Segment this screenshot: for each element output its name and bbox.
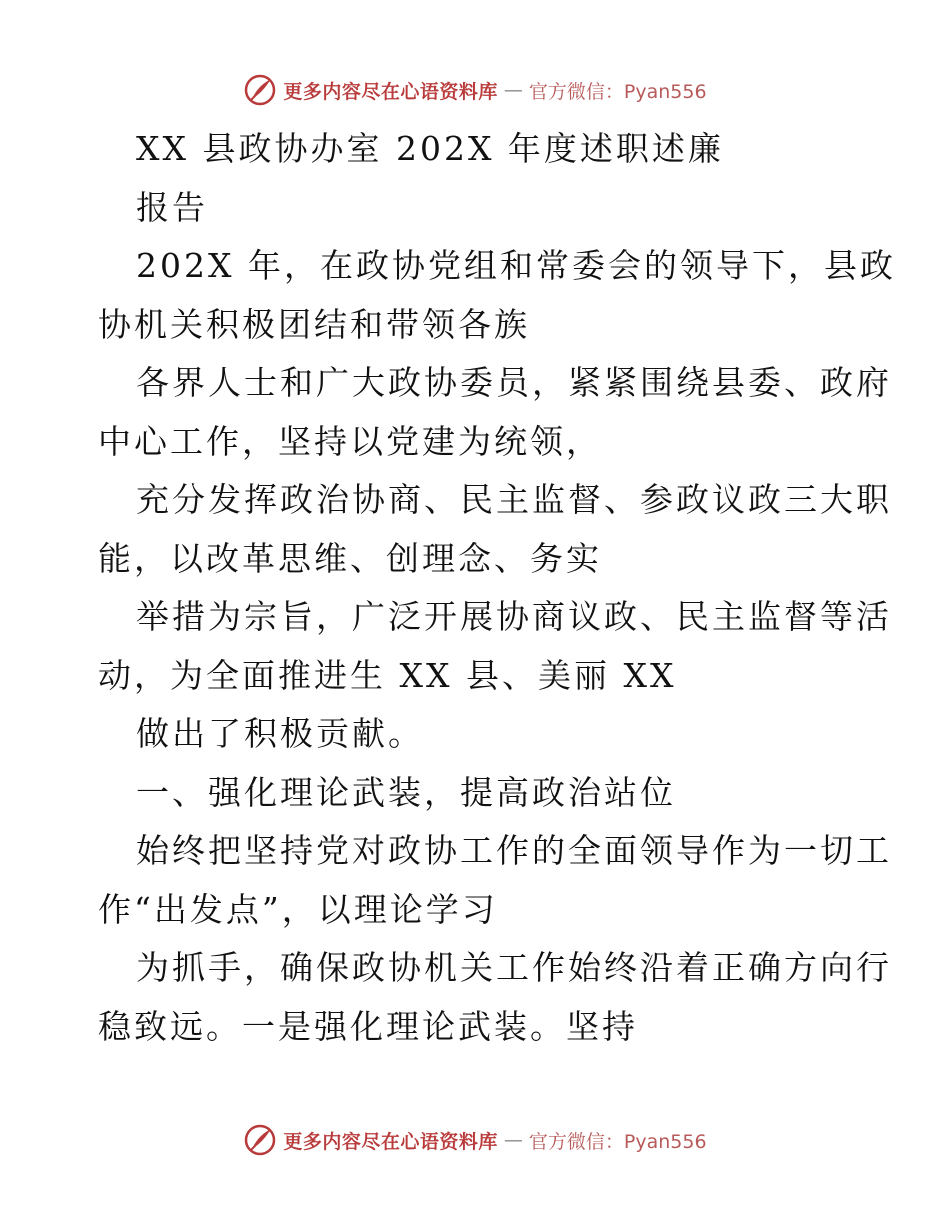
text-line: 能，以改革思维、创理念、务实 (98, 538, 602, 578)
text-line: 为抓手，确保政协机关工作始终沿着正确方向行 (136, 948, 892, 987)
watermark-site-text: 更多内容尽在心语资料库 (283, 80, 498, 103)
text-line: 作“出发点”，以理论学习 (98, 889, 498, 929)
watermark-separator: — (503, 79, 523, 101)
watermark-separator: — (503, 1129, 523, 1151)
text-line: 做出了积极贡献。 (136, 714, 424, 753)
text-line: 举措为宗旨，广泛开展协商议政、民主监督等活 (136, 597, 892, 636)
quill-logo-icon (243, 1123, 277, 1157)
text-line: 中心工作，坚持以党建为统领， (98, 421, 602, 461)
text-line: 202X 年，在政协党组和常委会的领导下，县政 (136, 246, 896, 285)
text-line: XX 县政协办室 202X 年度述职述廉 (136, 129, 724, 168)
text-line: 各界人士和广大政协委员，紧紧围绕县委、政府 (136, 363, 892, 402)
text-line: 充分发挥政治协商、民主监督、参政议政三大职 (136, 480, 892, 519)
watermark-header (0, 70, 950, 110)
watermark-site-text: 更多内容尽在心语资料库 (283, 1130, 498, 1153)
watermark-contact: 官方微信：Pyan556 (528, 80, 707, 103)
document-body (98, 120, 896, 1056)
text-line: 始终把坚持党对政协工作的全面领导作为一切工 (136, 831, 892, 870)
watermark-contact: 官方微信：Pyan556 (528, 1130, 707, 1153)
quill-logo-icon (243, 73, 277, 107)
text-line: 报告 (136, 187, 208, 227)
text-line: 动，为全面推进生 XX 县、美丽 XX (98, 655, 677, 695)
text-line: 协机关积极团结和带领各族 (98, 304, 530, 344)
section-heading: 一、强化理论武装，提高政治站位 (136, 772, 676, 812)
text-line: 稳致远。一是强化理论武装。坚持 (98, 1006, 638, 1046)
watermark-footer (0, 1120, 950, 1160)
